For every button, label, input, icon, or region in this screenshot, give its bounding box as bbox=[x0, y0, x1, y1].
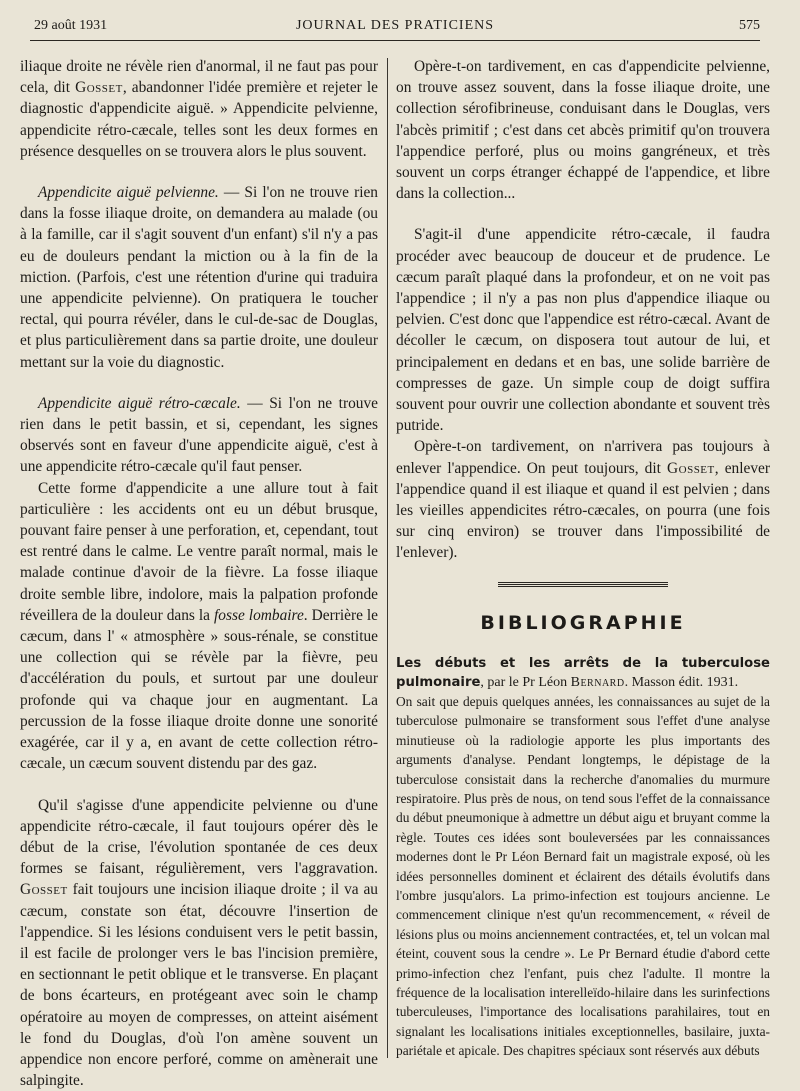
author-name: Gosset bbox=[75, 79, 123, 96]
section-rule bbox=[498, 582, 668, 587]
author-name: Bernard bbox=[571, 675, 625, 690]
author-name: Gosset bbox=[20, 881, 68, 898]
paragraph: Appendicite aiguë pelvienne. — Si l'on ne trouve rien dans la fosse iliaque droite, on demandera au malade (ou à la famille, car il s'agit souvent d'un enfant) s'il n'y a pas eu de douleurs pendant la miction ou à la fin de la miction. (Parfois, c'est une rétention d'urine qui traduira une appendicite pelvienne). On pratiquera le toucher rectal, qui pourra révéler, dans le cul-de-sac de Douglas, et plus particulièrement dans sa partie droite, une douleur mettant sur la voie du diagnostic. bbox=[20, 182, 378, 373]
section-title: Appendicite aiguë pelvienne. bbox=[38, 184, 219, 201]
running-header bbox=[30, 16, 760, 38]
journal-title: JOURNAL DES PRATICIENS bbox=[30, 18, 760, 34]
book-reference: Les débuts et les arrêts de la tuberculose pulmonaire, par le Pr Léon Bernard. Masson édit. 1931. bbox=[396, 654, 770, 692]
paragraph: S'agit-il d'une appendicite rétro-cæcale, il faudra procéder avec beaucoup de douceur et de prudence. Le cæcum paraît plaqué dans la profondeur, et on ne voit pas l'appendice ; il n'y a pas non plus d'appendice iliaque ou pelvien. C'est donc que l'appendice est rétro-cæcal. Avant de décoller le cæcum, on disposera tout autour de lui, et principalement en dedans et en bas, une solide barrière de compresses de gaze. Un simple coup de doigt suffira souvent pour ouvrir une collection abondante et souvent très putride. bbox=[396, 224, 770, 436]
bibliography-heading: BIBLIOGRAPHIE bbox=[396, 613, 770, 634]
author-name: Gosset bbox=[667, 460, 715, 477]
paragraph: Appendicite aiguë rétro-cæcale. — Si l'on ne trouve rien dans le petit bassin, et si, cependant, les signes observés sont en faveur d'une appendicite aiguë, c'est à une appendicite rétro-cæcale qu'il faut penser. bbox=[20, 393, 378, 478]
paragraph: Opère-t-on tardivement, en cas d'appendicite pelvienne, on trouve assez souvent, dans la fosse iliaque droite, une collection sérofibrineuse, conduisant dans le Douglas, vers l'abcès primitif ; c'est dans cet abcès primitif qu'on trouvera l'appendice perforé, plus ou moins gangréneux, et très souvent un corps étranger échappé de l'appendice, et libre dans la collection... bbox=[396, 56, 770, 204]
paragraph: Opère-t-on tardivement, on n'arrivera pas toujours à enlever l'appendice. On peut toujours, dit Gosset, enlever l'appendice quand il est iliaque et quand il est pelvien ; dans les vieilles appendicites rétro-cæcales, on pourra (une fois sur cinq environ) se trouver dans l'impossibilité de l'enlever). bbox=[396, 436, 770, 563]
book-title: Les débuts et les arrêts de la tuberculose pulmonaire bbox=[396, 656, 770, 690]
bibliography-entry bbox=[396, 654, 770, 1061]
left-column bbox=[20, 56, 378, 1091]
page-number: 575 bbox=[739, 18, 760, 34]
paragraph: Qu'il s'agisse d'une appendicite pelvienne ou d'une appendicite rétro-cæcale, il faut toujours opérer dès le début de la crise, l'évolution spontanée de ces deux formes se faisant, régulièrement, vers l'aggravation. Gosset fait toujours une incision iliaque droite ; il va au cæcum, constate son état, découvre l'insertion de l'appendice. Si les lésions conduisent vers le petit bassin, il est facile de prolonger vers le bas l'incision première, en sectionnant le petit oblique et le transverse. En plaçant de bons écarteurs, en protégeant avec soin le champ opératoire au moyen de compresses, on atteint aisément le fond du Douglas, d'où l'on amène souvent un appendice non encore perforé, comme on amènerait une salpingite. bbox=[20, 795, 378, 1091]
book-review: On sait que depuis quelques années, les connaissances au sujet de la tuberculose pulmonaire se transforment sous l'effet d'une analyse minutieuse où la radiologie apporte les plus importants des arguments d'analyse. Pendant longtemps, le dépistage de la tuberculose consistait dans la recherche d'anomalies du murmure respiratoire. Plus près de nous, on tend sous l'effet de la connaissance du début pneumonique à admettre un début aigu et bruyant comme la règle. Toutes ces idées sont bouleversées par les connaissances modernes dont le Pr Léon Bernard fait un magistrale exposé, où les idées personnelles dominent et éclairent des détails évolutifs dans l'ombre jusqu'alors. La primo-infection est toujours ancienne. Le commencement clinique n'est qu'un recommencement, « réveil de lésions plus ou moins anciennement contractées, et, tel un volcan mal éteint, couvent sous la cendre ». Le Pr Bernard étudie d'abord cette primo-infection chez l'enfant, puis chez l'adulte. Il montre la fréquence de la localisation interelleïdo-hilaire dans les surinfections tuberculeuses, l'importance des localisations parahilaires, tout en signalant les localisations initiales exceptionnelles, basilaire, juxta-pariétale et apicale. Des chapitres spéciaux sont réservés aux débuts bbox=[396, 692, 770, 1061]
column-divider bbox=[387, 58, 388, 1058]
paragraph: iliaque droite ne révèle rien d'anormal, il ne faut pas pour cela, dit Gosset, abandonner l'idée première et rejeter le diagnostic d'appendicite aiguë. » Appendicite pelvienne, appendicite rétro-cæcale, telles sont les deux formes en présence desquelles on se trouvera alors le plus souvent. bbox=[20, 56, 378, 162]
right-column bbox=[396, 56, 770, 1061]
paragraph: Cette forme d'appendicite a une allure tout à fait particulière : les accidents ont eu un début brusque, pouvant faire penser à une perforation, et, cependant, tout est rentré dans le calme. Le ventre paraît normal, mais le malade continue d'avoir de la fièvre. La fosse iliaque droite semble libre, indolore, mais la palpation profonde réveillera de la douleur dans la fosse lombaire. Derrière le cæcum, dans l' « atmosphère » sous-rénale, se constitue une collection qui se révèle par la fièvre, peu d'accélération du pouls, et surtout par une douleur profonde qui va chaque jour en augmentant. La percussion de la fosse iliaque droite donne une sonorité exagérée, car il y a, en avant de cette collection rétro-cæcale, un cæcum souvent distendu par des gaz. bbox=[20, 478, 378, 775]
issue-date: 29 août 1931 bbox=[34, 18, 107, 34]
header-rule bbox=[30, 40, 760, 41]
section-title: Appendicite aiguë rétro-cæcale. bbox=[38, 395, 241, 412]
